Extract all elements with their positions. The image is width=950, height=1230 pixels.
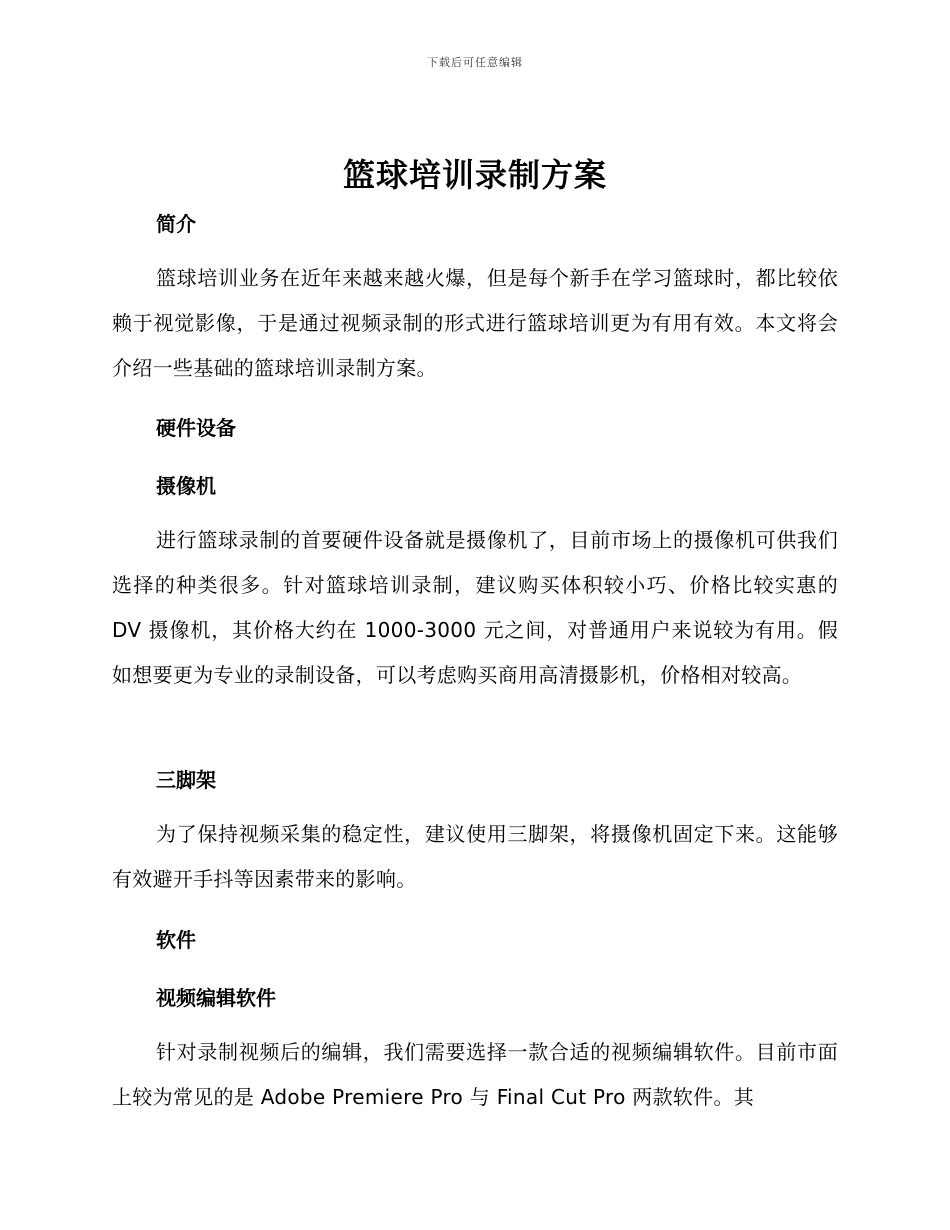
heading-intro: 简介: [156, 212, 196, 236]
paragraph-video-editor: 针对录制视频后的编辑，我们需要选择一款合适的视频编辑软件。目前市面上较为常见的是 Adobe Premiere Pro 与 Final Cut Pro 两款软件。其: [112, 1040, 838, 1109]
paragraph-tripod: 为了保持视频采集的稳定性，建议使用三脚架，将摄像机固定下来。这能够有效避开手抖等因素带来的影响。: [112, 822, 838, 891]
paragraph-intro: 篮球培训业务在近年来越来越火爆，但是每个新手在学习篮球时，都比较依赖于视觉影像，于是通过视频录制的形式进行篮球培训更为有用有效。本文将会介绍一些基础的篮球培训录制方案。: [112, 266, 838, 380]
heading-hardware: 硬件设备: [156, 416, 236, 440]
document-title: 篮球培训录制方案: [342, 156, 607, 194]
heading-software: 软件: [156, 928, 196, 952]
paragraph-camera: 进行篮球录制的首要硬件设备就是摄像机了，目前市场上的摄像机可供我们选择的种类很多。针对篮球培训录制，建议购买体积较小巧、价格比较实惠的 DV 摄像机，其价格大约在 1000-3000 元之间，对普通用户来说较为有用。假如想要更为专业的录制设备，可以考虑购买商用高清摄影机，价格相对较高。: [112, 528, 838, 687]
heading-camera: 摄像机: [156, 474, 216, 498]
heading-tripod: 三脚架: [156, 768, 216, 792]
header-note: 下载后可任意编辑: [427, 56, 523, 69]
heading-video-editor: 视频编辑软件: [156, 986, 276, 1010]
